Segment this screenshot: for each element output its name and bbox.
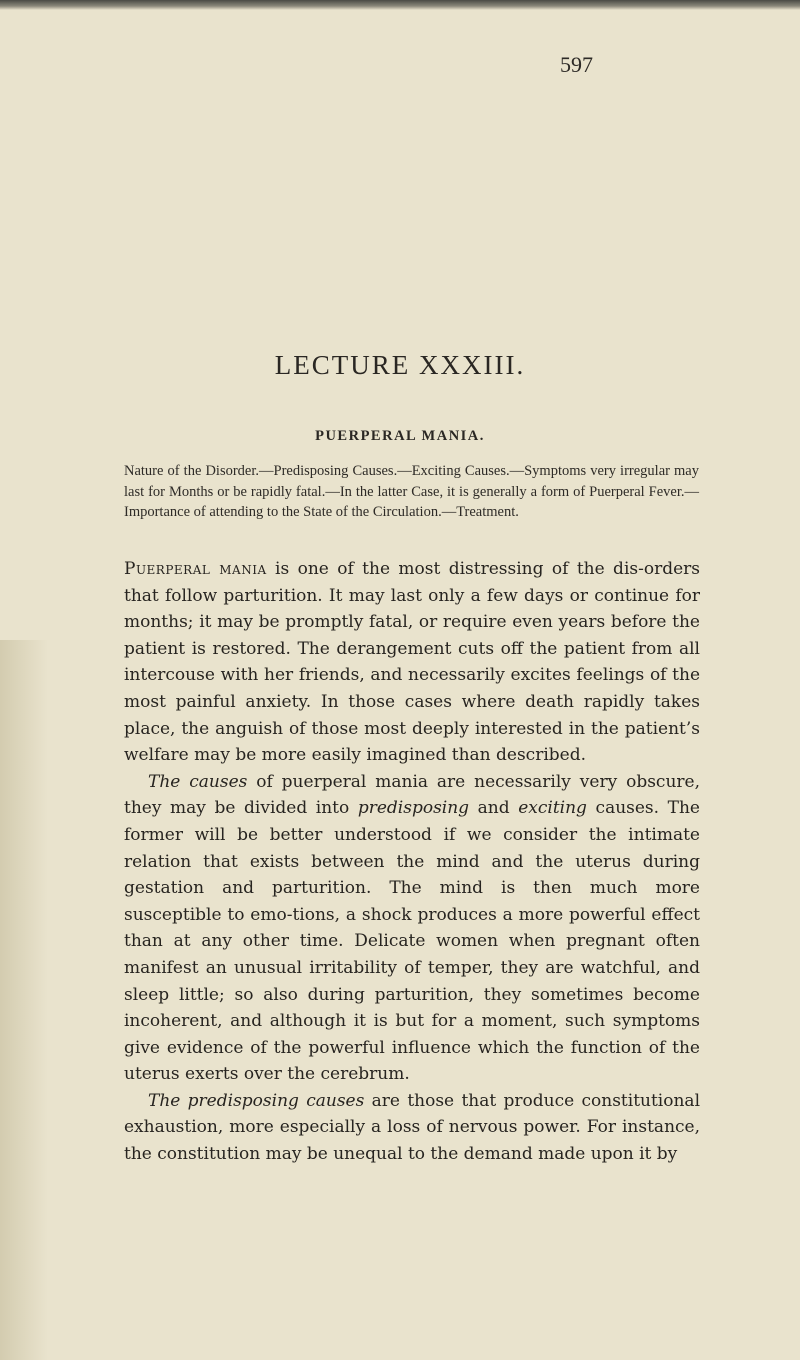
paragraph-3 bbox=[124, 1088, 700, 1168]
paragraph-2-text-a: of puerperal mania are necessarily very obscure, they may be divided into bbox=[124, 771, 700, 819]
page-number: 597 bbox=[560, 52, 593, 77]
lecture-title: LECTURE XXXIII. bbox=[274, 350, 526, 380]
body-text bbox=[124, 556, 700, 1168]
paragraph-2-italic-exciting: exciting bbox=[518, 798, 587, 819]
chapter-synopsis: Nature of the Disorder.—Predisposing Causes.—Exciting Causes.—Symptoms very irregular may last for Months or be rapidly fatal.—In the latter Case, it is generally a form of Puerperal Fever.—Importance of attending to the State of the Circulation.—Treatment. bbox=[124, 463, 699, 520]
paragraph-2-italic-predisposing: predisposing bbox=[357, 798, 470, 819]
paragraph-1-text: is one of the most distressing of the dis-orders that follow parturition. It may last only a few days or continue for months; it may be promptly fatal, or require even years before the patient is restored. The derangement cuts off the patient from all intercouse with her friends, and necessarily excites feelings of the most painful anxiety. In those cases where death rapidly takes place, the anguish of those most deeply interested in the patient’s welfare may be more easily imagined than described. bbox=[124, 559, 701, 766]
paragraph-1 bbox=[124, 556, 700, 769]
paragraph-3-italic-predisposing-causes: The predisposing causes bbox=[148, 1090, 365, 1111]
paragraph-1-lead: Puerperal mania bbox=[124, 559, 267, 579]
paragraph-2-text-b: and bbox=[469, 798, 519, 819]
paragraph-2-text-c: causes. The former will be better understood if we consider the intimate relation that exists between the mind and the uterus during gestation and parturition. The mind is then much more susceptible to emo-tions, a shock produces a more powerful effect than at any other time. Delicate women when pregnant often manifest an unusual irritability of temper, they are watchful, and sleep little; so also during parturition, they sometimes become incoherent, and although it is but for a moment, such symptoms give evidence of the powerful influence which the function of the uterus exerts over the cerebrum. bbox=[124, 798, 700, 1085]
paragraph-2-italic-causes: The causes bbox=[148, 771, 248, 792]
paragraph-3-text: are those that produce constitutional exhaustion, more especially a loss of nervous power. For instance, the constitution may be unequal to the demand made upon it by bbox=[124, 1090, 700, 1165]
paragraph-2 bbox=[124, 769, 700, 1088]
section-title: PUERPERAL MANIA. bbox=[315, 428, 485, 444]
